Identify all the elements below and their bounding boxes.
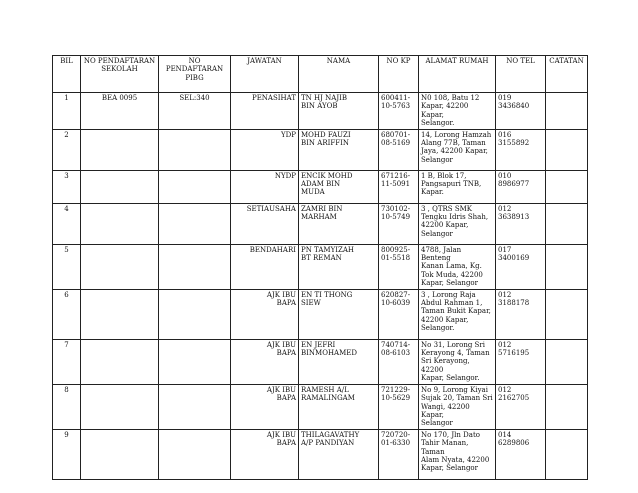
cell-no-tel: 012 5716195 [496,339,546,384]
header-jawatan: JAWATAN [231,56,299,93]
cell-nama: MOHD FAUZI BIN ARIFFIN [299,129,379,170]
cell-no-pibg [159,129,231,170]
cell-alamat: No 170, Jln Dato Tahir Manan, Taman Alam Nyata, 42200 Kapar, Selangor [419,429,496,479]
table-row [53,203,588,244]
cell-no-sekolah [81,203,159,244]
cell-nama: EN JEFRI BINMOHAMED [299,339,379,384]
cell-no-tel: 017 3400169 [496,244,546,289]
cell-no-tel: 016 3155892 [496,129,546,170]
cell-catatan [546,244,588,289]
cell-alamat: 3 , Lorong Raja Abdul Rahman 1, Taman Bukit Kapar, 42200 Kapar, Selangor. [419,289,496,339]
cell-alamat: 1 B, Blok 17, Pangsapuri TNB, Kapar. [419,170,496,203]
cell-catatan [546,384,588,429]
table-row [53,170,588,203]
cell-no-sekolah [81,429,159,479]
cell-no-kp: 720720- 01-6330 [379,429,419,479]
cell-no-sekolah [81,170,159,203]
cell-jawatan: PENASIHAT [231,93,299,130]
header-no-tel: NO TEL [496,56,546,93]
cell-no-kp: 800925- 01-5518 [379,244,419,289]
cell-catatan [546,429,588,479]
table-row [53,244,588,289]
cell-jawatan: SETIAUSAHA [231,203,299,244]
cell-jawatan: AJK IBU BAPA [231,289,299,339]
cell-no-tel: 014 6289806 [496,429,546,479]
table-row [53,339,588,384]
cell-nama: THILAGAVATHY A/P PANDIYAN [299,429,379,479]
cell-no-pibg [159,170,231,203]
cell-jawatan: YDP [231,129,299,170]
header-no-pendaftaran-sekolah: NO PENDAFTARAN SEKOLAH [81,56,159,93]
cell-jawatan: AJK IBU BAPA [231,339,299,384]
cell-bil: 5 [53,244,81,289]
cell-alamat: 14, Lorong Hamzah Alang 77B, Taman Jaya, 42200 Kapar, Selangor [419,129,496,170]
cell-catatan [546,289,588,339]
cell-no-tel: 012 3188178 [496,289,546,339]
cell-alamat: 4788, Jalan Benteng Kanan Lama, Kg. Tok Muda, 42200 Kapar, Selangor [419,244,496,289]
cell-alamat: N0 108, Batu 12 Kapar, 42200 Kapar, Selangor. [419,93,496,130]
cell-no-kp: 680701- 08-5169 [379,129,419,170]
cell-alamat: 3 , QTRS SMK Tengku Idris Shah, 42200 Kapar, Selangor [419,203,496,244]
cell-no-pibg: SEL:340 [159,93,231,130]
cell-bil: 7 [53,339,81,384]
cell-bil: 4 [53,203,81,244]
cell-nama: ZAMRI BIN MARHAM [299,203,379,244]
cell-no-pibg [159,289,231,339]
cell-catatan [546,93,588,130]
header-no-pendaftaran-pibg: NO PENDAFTARAN PIBG [159,56,231,93]
cell-no-kp: 721229- 10-5629 [379,384,419,429]
cell-catatan [546,170,588,203]
table-row [53,429,588,479]
cell-no-sekolah [81,289,159,339]
cell-nama: ENCIK MOHD ADAM BIN MUDA [299,170,379,203]
table-body [53,93,588,480]
cell-alamat: No 31, Lorong Sri Kerayong 4, Taman Sri Kerayong, 42200 Kapar, Selangor. [419,339,496,384]
table-row [53,129,588,170]
cell-no-pibg [159,429,231,479]
header-catatan: CATATAN [546,56,588,93]
committee-table [52,55,588,480]
cell-no-tel: 012 2162705 [496,384,546,429]
cell-bil: 2 [53,129,81,170]
cell-jawatan: NYDP [231,170,299,203]
cell-no-kp: 740714- 08-6103 [379,339,419,384]
cell-bil: 8 [53,384,81,429]
cell-no-kp: 671216- 11-5091 [379,170,419,203]
cell-catatan [546,203,588,244]
header-nama: NAMA [299,56,379,93]
cell-no-pibg [159,203,231,244]
cell-nama: PN TAMYIZAH BT REMAN [299,244,379,289]
cell-catatan [546,129,588,170]
cell-no-tel: 019 3436840 [496,93,546,130]
cell-bil: 6 [53,289,81,339]
cell-bil: 3 [53,170,81,203]
header-row [53,56,588,93]
cell-no-kp: 600411- 10-5763 [379,93,419,130]
header-alamat-rumah: ALAMAT RUMAH [419,56,496,93]
cell-nama: RAMESH A/L RAMALINGAM [299,384,379,429]
cell-no-tel: 010 8986977 [496,170,546,203]
cell-nama: EN TI THONG SIEW [299,289,379,339]
table-row [53,384,588,429]
cell-jawatan: BENDAHARI [231,244,299,289]
cell-no-kp: 620827- 10-6039 [379,289,419,339]
cell-no-sekolah [81,384,159,429]
cell-jawatan: AJK IBU BAPA [231,384,299,429]
cell-no-pibg [159,384,231,429]
header-bil: BIL [53,56,81,93]
cell-alamat: No 9, Lorong Kiyai Sujak 20, Taman Sri Wangi, 42200 Kapar, Selangor [419,384,496,429]
cell-no-kp: 730102- 10-5749 [379,203,419,244]
cell-no-sekolah [81,244,159,289]
cell-jawatan: AJK IBU BAPA [231,429,299,479]
cell-no-tel: 012 3638913 [496,203,546,244]
cell-nama: TN HJ NAJIB BIN AYOB [299,93,379,130]
table-row [53,289,588,339]
cell-bil: 1 [53,93,81,130]
cell-no-sekolah: BEA 0095 [81,93,159,130]
cell-no-pibg [159,339,231,384]
cell-no-sekolah [81,339,159,384]
cell-catatan [546,339,588,384]
cell-no-sekolah [81,129,159,170]
header-no-kp: NO KP [379,56,419,93]
cell-no-pibg [159,244,231,289]
table-row [53,93,588,130]
cell-bil: 9 [53,429,81,479]
